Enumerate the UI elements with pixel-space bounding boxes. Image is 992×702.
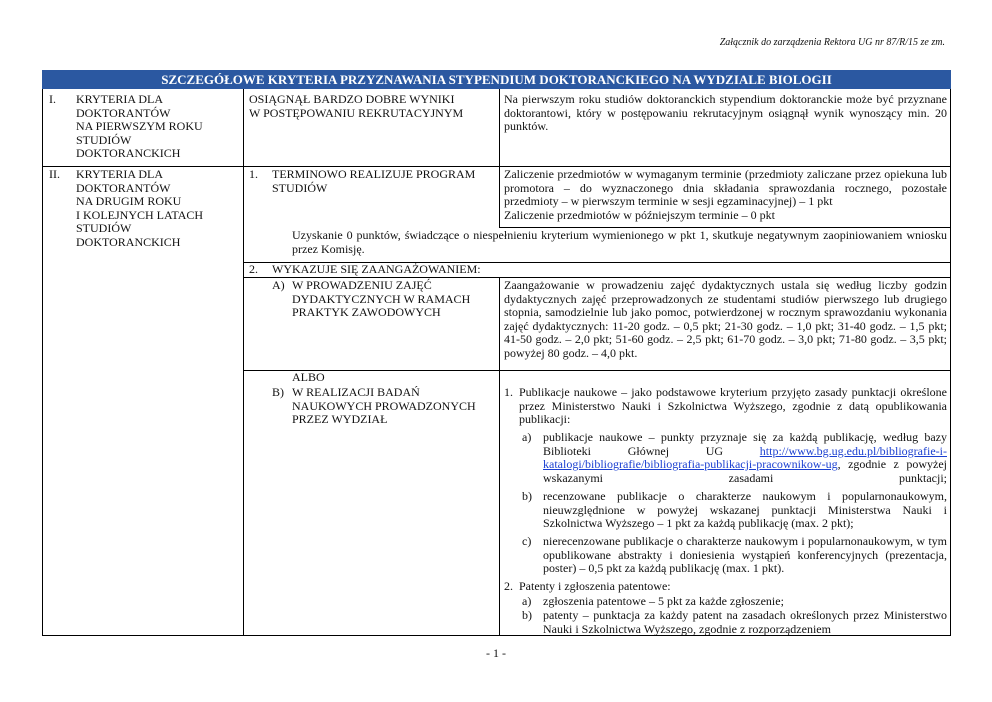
b1a-text: publikacje naukowe – punkty przyznaje się za każdą publikację, według bazy Biblioteki Głównej UG http://www.bg.ug.edu.pl/bibliografie-i-katalogi/bibliografie/bibliografia-publikacji-pracownikow-ug, zgodnie z powyżej wskazanymi zasadami punktacji; xyxy=(543,430,947,485)
option-a-letter: A) xyxy=(272,278,285,292)
b2a-text: zgłoszenia patentowe – 5 pkt za każde zgłoszenie; xyxy=(543,594,784,608)
criterion-1-label: TERMINOWO REALIZUJE PROGRAM STUDIÓW xyxy=(272,167,476,195)
b1-text: Publikacje naukowe – jako podstawowe kryterium przyjęto zasady punktacji określone przez Ministerstwo Nauki i Szkolnictwa Wyższego, zgodnie z datą opublikowania publikacji: xyxy=(519,385,947,426)
option-a-description: Zaangażowanie w prowadzeniu zajęć dydaktycznych ustala się według liczby godzin dydaktycznych zajęć przeprowadzonych ze studentami studiów pierwszego lub drugiego stopnia, samodzielnie lub jako pomoc, potwierdzonej w rocznym sprawozdaniu wykonania zajęć dydaktycznych: 11-20 godz. – 0,5 pkt; 21-30 godz. – 1,0 pkt; 31-40 godz. – 1,5 pkt; 41-50 godz. – 2,0 pkt; 51-60 godz. – 2,5 pkt; 61-70 godz. – 3,0 pkt; 71-80 godz. – 3,5 pkt; powyżej 80 godz. – 4,0 pkt. xyxy=(504,278,947,360)
criterion-1-description: Zaliczenie przedmiotów w wymaganym terminie (przedmioty zaliczane przez opiekuna lub promotora – do wyznaczonego dnia składania sprawozdania rocznego, pozostałe przedmioty – w pierwszym terminie w sesji egzaminacyjnej) – 1 pkt xyxy=(504,167,947,208)
criterion-1-note: Uzyskanie 0 punktów, świadczące o niespełnieniu kryterium wymienionego w pkt 1, skutkuje negatywnym zaopiniowaniem wniosku przez Komisję. xyxy=(292,228,947,256)
attachment-note: Załącznik do zarządzenia Rektora UG nr 87/R/15 ze zm. xyxy=(719,37,945,48)
section-2-number: II. xyxy=(49,167,60,181)
b2-number: 2. xyxy=(504,579,513,593)
section-1-description: Na pierwszym roku studiów doktoranckich stypendium doktoranckie może być przyznane doktorantowi, który w postępowaniu rekrutacyjnym osiągnął wynik wynoszący min. 20 punktów. xyxy=(504,92,947,133)
row-divider-albo xyxy=(243,370,951,371)
b2-text: Patenty i zgłoszenia patentowe: xyxy=(519,579,671,593)
criterion-1-number: 1. xyxy=(249,167,258,181)
bibliography-link[interactable]: http://www.bg.ug.edu.pl/bibliografie-i-katalogi/bibliografie/bibliografia-publikacji-pracownikow-ug xyxy=(543,443,947,471)
b1c-letter: c) xyxy=(522,534,532,548)
section-1-number: I. xyxy=(49,92,56,106)
b2a-letter: a) xyxy=(522,594,532,608)
option-b-label: W REALIZACJI BADAŃ NAUKOWYCH PROWADZONYCH PRZEZ WYDZIAŁ xyxy=(292,385,476,426)
section-1-label: KRYTERIA DLA DOKTORANTÓW NA PIERWSZYM ROKU STUDIÓW DOKTORANCKICH xyxy=(76,92,203,160)
criterion-1-late-completion: Zaliczenie przedmiotów w późniejszym terminie – 0 pkt xyxy=(504,208,775,222)
criterion-2-label: WYKAZUJE SIĘ ZAANGAŻOWANIEM: xyxy=(272,262,481,276)
col-divider-1 xyxy=(243,89,244,636)
b2b-letter: b) xyxy=(522,608,532,622)
col-divider-2-lower xyxy=(499,277,500,636)
table-title: SZCZEGÓŁOWE KRYTERIA PRZYZNAWANIA STYPENDIUM DOKTORANCKIEGO NA WYDZIALE BIOLOGII xyxy=(42,70,951,89)
b2b-text: patenty – punktacja za każdy patent na zasadach określonych przez Ministerstwo Nauki i Szkolnictwa Wyższego, zgodnie z rozporządzeniem xyxy=(543,609,947,635)
albo-label: ALBO xyxy=(292,370,325,384)
criterion-2-number: 2. xyxy=(249,262,258,276)
section-1-criterion: OSIĄGNĄŁ BARDZO DOBRE WYNIKI W POSTĘPOWANIU REKRUTACYJNYM xyxy=(249,92,464,120)
option-b-letter: B) xyxy=(272,385,284,399)
b1b-text: recenzowane publikacje o charakterze naukowym i popularnonaukowym, nieuwzględnione w powyżej wskazanej punktacji Ministerstwa Nauki i Szkolnictwa Wyższego – 1 pkt za każdą publikację (max. 2 pkt); xyxy=(543,489,947,530)
b1-number: 1. xyxy=(504,385,513,399)
page-number: - 1 - xyxy=(486,646,506,660)
section-2-label: KRYTERIA DLA DOKTORANTÓW NA DRUGIM ROKU I KOLEJNYCH LATACH STUDIÓW DOKTORANCKICH xyxy=(76,167,204,249)
b1b-letter: b) xyxy=(522,489,532,503)
option-a-label: W PROWADZENIU ZAJĘĆ DYDAKTYCZNYCH W RAMACH PRAKTYK ZAWODOWYCH xyxy=(292,278,471,319)
b1c-text: nierecenzowane publikacje o charakterze naukowym i popularnonaukowym, w tym opublikowane abstrakty i doniesienia wystąpień konferencyjnych (prezentacja, poster) – 0,5 pkt za każdą publikację (max. 1 pkt). xyxy=(543,534,947,575)
b1a-letter: a) xyxy=(522,430,532,444)
col-divider-2-upper xyxy=(499,89,500,227)
